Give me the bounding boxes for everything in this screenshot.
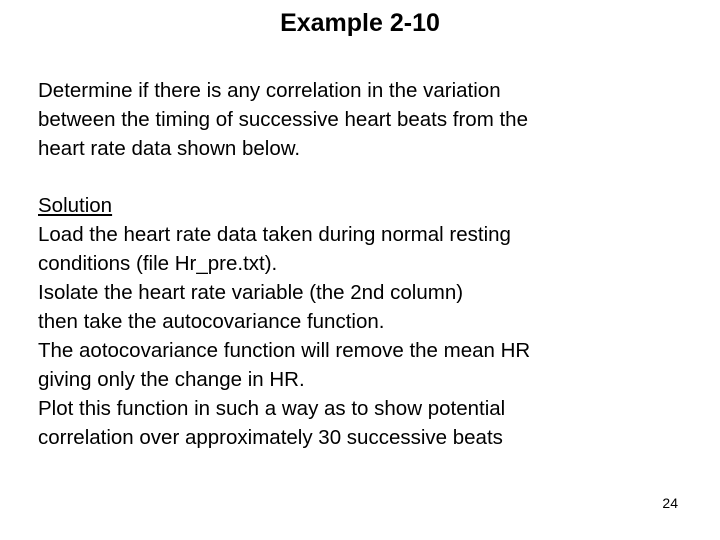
solution-line: Isolate the heart rate variable (the 2nd column): [38, 281, 464, 304]
solution-line: giving only the change in HR.: [38, 368, 305, 391]
problem-line: Determine if there is any correlation in the variation: [38, 79, 501, 102]
page-number: 24: [662, 495, 678, 511]
slide-title: Example 2-10: [280, 9, 440, 37]
solution-line: then take the autocovariance function.: [38, 310, 385, 333]
solution-line: The aotocovariance function will remove the mean HR: [38, 339, 531, 362]
solution-section: [38, 191, 688, 452]
solution-line: conditions (file Hr_pre.txt).: [38, 252, 278, 275]
problem-statement: [38, 76, 688, 163]
solution-line: Plot this function in such a way as to show potential: [38, 397, 506, 420]
solution-line: Load the heart rate data taken during normal resting: [38, 223, 511, 246]
problem-line: between the timing of successive heart beats from the: [38, 108, 528, 131]
solution-line: correlation over approximately 30 successive beats: [38, 426, 503, 449]
problem-line: heart rate data shown below.: [38, 137, 301, 160]
solution-heading: Solution: [38, 194, 113, 217]
